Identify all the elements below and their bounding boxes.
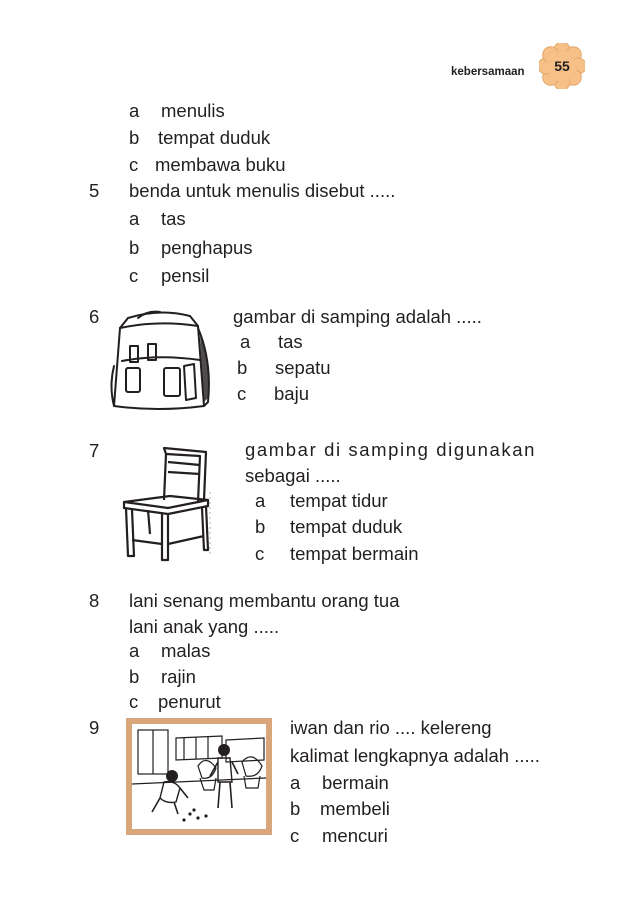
q6-number: 6 (89, 306, 100, 327)
q5-number: 5 (89, 180, 100, 201)
q9-number: 9 (89, 717, 100, 738)
q5-option-a-letter: a (129, 208, 140, 229)
q6-option-c-text: baju (274, 383, 309, 404)
q8-question-line2: lani anak yang ..... (129, 616, 280, 637)
q8-option-b-text: rajin (161, 666, 196, 687)
q6-option-b-text: sepatu (275, 357, 331, 378)
page-number: 55 (554, 58, 570, 74)
q9-option-c-letter: c (290, 825, 300, 846)
q8-option-a-letter: a (129, 640, 140, 661)
q7-option-a-letter: a (255, 490, 266, 511)
q6-option-c-letter: c (237, 383, 247, 404)
q5-option-a-text: tas (161, 208, 186, 229)
q7-option-b-text: tempat duduk (290, 516, 403, 537)
q7-question-line2: sebagai ..... (245, 465, 341, 486)
q4-option-b-letter: b (129, 127, 140, 148)
q4-option-a-text: menulis (161, 100, 225, 121)
q9-question-line1: iwan dan rio .... kelereng (290, 717, 492, 738)
q6-option-b-letter: b (237, 357, 248, 378)
q5-question: benda untuk menulis disebut ..... (129, 180, 396, 201)
q5-option-b-text: penghapus (161, 237, 253, 258)
q8-option-c-text: penurut (158, 691, 221, 712)
q7-option-c-text: tempat bermain (290, 543, 419, 564)
q9-option-c-text: mencuri (322, 825, 388, 846)
q6-option-a-letter: a (240, 331, 251, 352)
q9-option-a-letter: a (290, 772, 301, 793)
q4-option-c-letter: c (129, 154, 139, 175)
q9-option-a-text: bermain (322, 772, 389, 793)
q5-option-c-text: pensil (161, 265, 210, 286)
q8-question-line1: lani senang membantu orang tua (129, 590, 400, 611)
q5-option-b-letter: b (129, 237, 140, 258)
q8-option-a-text: malas (161, 640, 211, 661)
q7-option-a-text: tempat tidur (290, 490, 388, 511)
q7-number: 7 (89, 440, 100, 461)
q6-question: gambar di samping adalah ..... (233, 306, 482, 327)
q6-option-a-text: tas (278, 331, 303, 352)
q8-number: 8 (89, 590, 100, 611)
q7-question-line1: gambar di samping digunakan (245, 439, 537, 460)
children-playing-marbles-illustration (126, 718, 272, 835)
q9-option-b-text: membeli (320, 798, 390, 819)
q9-option-b-letter: b (290, 798, 301, 819)
q9-question-line2: kalimat lengkapnya adalah ..... (290, 745, 540, 766)
q8-option-c-letter: c (129, 691, 139, 712)
q4-option-b-text: tempat duduk (158, 127, 271, 148)
page-number-badge (539, 43, 585, 89)
q5-option-c-letter: c (129, 265, 139, 286)
q4-option-c-text: membawa buku (155, 154, 286, 175)
backpack-icon (108, 306, 214, 416)
q8-option-b-letter: b (129, 666, 140, 687)
q7-option-b-letter: b (255, 516, 266, 537)
q4-option-a-letter: a (129, 100, 140, 121)
chair-icon (118, 444, 214, 562)
chapter-title: kebersamaan (451, 66, 525, 78)
q7-option-c-letter: c (255, 543, 265, 564)
